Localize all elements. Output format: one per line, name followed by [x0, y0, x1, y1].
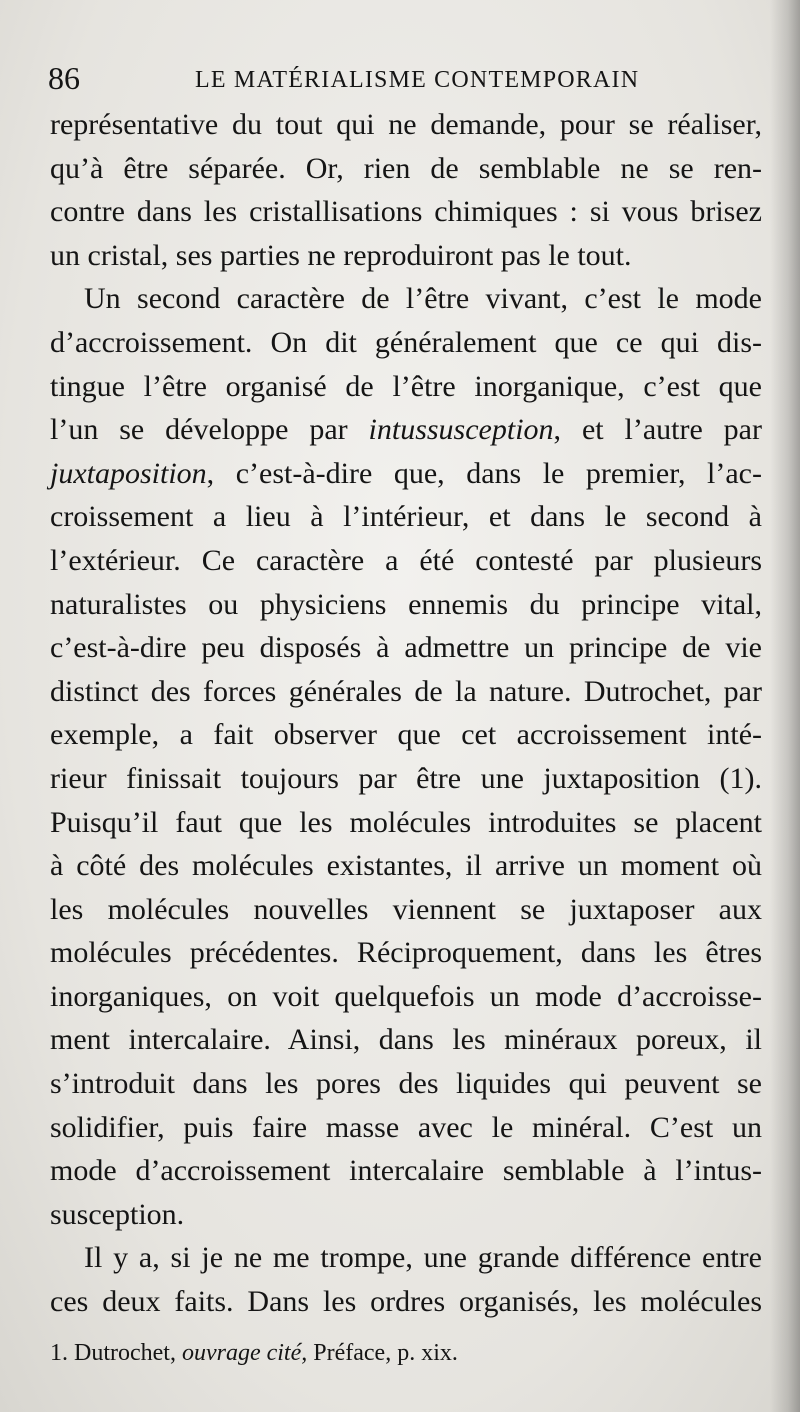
- text-line: l’extérieur. Ce caractère a été contesté par plusieurs: [50, 543, 762, 577]
- text-line: [50, 408, 762, 452]
- italic-term: intussusception: [368, 413, 554, 447]
- text-line: rieur finissait toujours par être une juxtaposition (1).: [50, 761, 762, 795]
- footnote-work: ouvrage cité,: [181, 1340, 308, 1366]
- text-line: à côté des molécules existantes, il arrive un moment où: [50, 849, 762, 883]
- text-segment: , et l’autre par: [553, 413, 762, 447]
- text-line: les molécules nouvelles viennent se juxtaposer aux: [50, 892, 762, 926]
- text-line: ment intercalaire. Ainsi, dans les minéraux poreux, il: [50, 1023, 762, 1057]
- text-line: tingue l’être organisé de l’être inorganique, c’est que: [50, 369, 762, 403]
- text-line: s’introduit dans les pores des liquides qui peuvent se: [50, 1067, 762, 1101]
- footnote: [50, 1333, 750, 1373]
- text-line: susception.: [50, 1197, 185, 1231]
- text-line: Puisqu’il faut que les molécules introduites se placent: [50, 805, 762, 839]
- text-line: solidifier, puis faire masse avec le minéral. C’est un: [50, 1110, 762, 1144]
- text-line: naturalistes ou physiciens ennemis du principe vital,: [50, 587, 762, 621]
- text-line: qu’à être séparée. Or, rien de semblable ne se ren-: [50, 151, 762, 185]
- italic-term: juxtaposition: [50, 456, 207, 490]
- text-segment: , c’est-à-dire que, dans le premier, l’ac-: [206, 456, 762, 490]
- text-line: d’accroissement. On dit généralement que ce qui dis-: [50, 325, 762, 359]
- text-line: croissement a lieu à l’intérieur, et dans le second à: [50, 500, 762, 534]
- body-text: [50, 103, 762, 1324]
- footnote-reference: Préface, p. xix.: [313, 1340, 458, 1366]
- text-line: inorganiques, on voit quelquefois un mode d’accroisse-: [50, 979, 762, 1013]
- footnote-number: 1.: [50, 1340, 68, 1366]
- text-line: ces deux faits. Dans les ordres organisés, les molécules: [50, 1285, 762, 1319]
- text-line: distinct des forces générales de la nature. Dutrochet, par: [50, 674, 762, 708]
- text-line: Il y a, si je ne me trompe, une grande différence entre: [84, 1241, 762, 1275]
- text-line: représentative du tout qui ne demande, pour se réaliser,: [50, 108, 762, 141]
- text-line: exemple, a fait observer que cet accroissement inté-: [50, 718, 762, 752]
- text-line: mode d’accroissement intercalaire semblable à l’intus-: [50, 1154, 762, 1188]
- text-line: c’est-à-dire peu disposés à admettre un principe de vie: [50, 631, 762, 665]
- text-segment: l’un se développe par: [50, 413, 369, 447]
- page-gutter-shadow: [770, 0, 800, 1412]
- footnote-author: Dutrochet,: [74, 1340, 176, 1366]
- text-line: un cristal, ses parties ne reproduiront pas le tout.: [50, 238, 632, 272]
- running-title: LE MATÉRIALISME CONTEMPORAIN: [195, 67, 640, 93]
- text-line: contre dans les cristallisations chimiques : si vous brisez: [50, 195, 762, 229]
- text-line: molécules précédentes. Réciproquement, dans les êtres: [50, 936, 762, 970]
- page-number: 86: [48, 60, 80, 96]
- page-header: [48, 58, 748, 98]
- text-line: Un second caractère de l’être vivant, c’est le mode: [84, 282, 762, 316]
- text-line: [50, 452, 762, 496]
